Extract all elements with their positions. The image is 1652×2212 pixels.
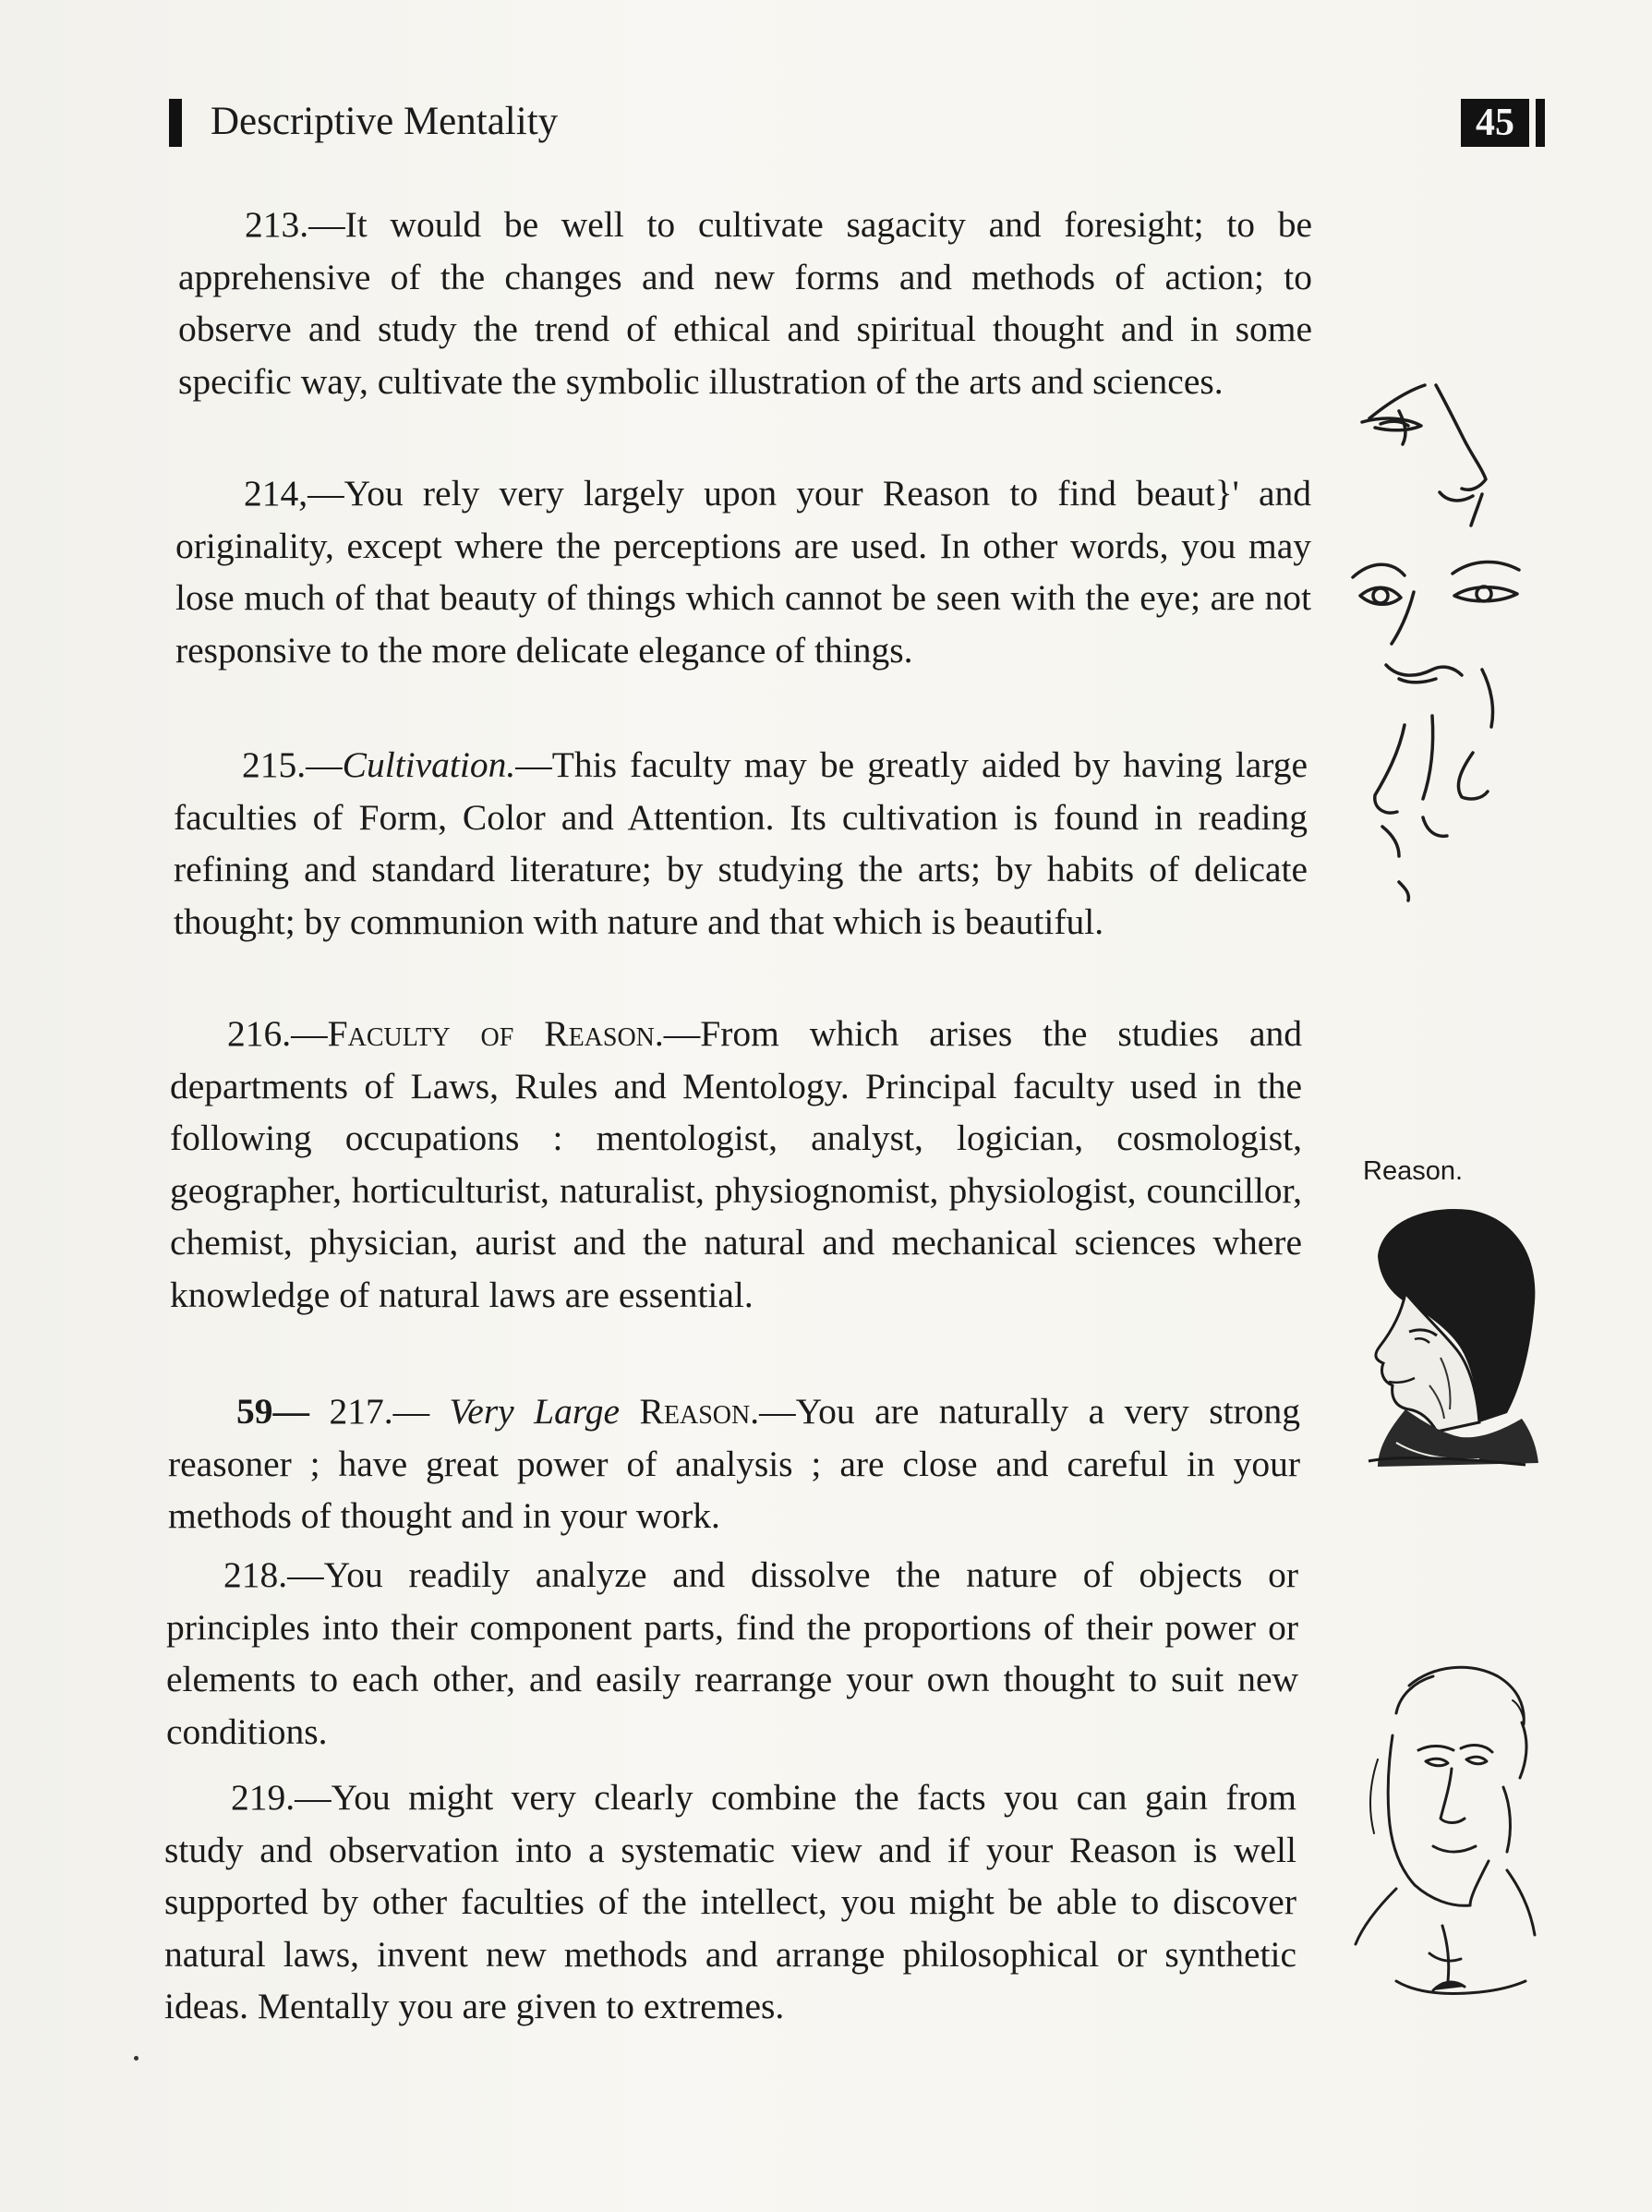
paragraph-219	[164, 1771, 1296, 2033]
paragraph-216	[170, 1008, 1302, 1321]
paragraph-number: 215.—	[242, 744, 343, 785]
paragraph-text: —You are naturally a very strong reasoner ; have great power of analysis ; are close and careful in your methods of thought and in your work.	[168, 1391, 1300, 1536]
paragraph-heading: Faculty of Reason.	[327, 1013, 664, 1054]
paragraph-number: 218.—	[223, 1554, 324, 1595]
figure-reference: 59—	[236, 1391, 330, 1432]
paragraph-text: You readily analyze and dissolve the nature of objects or principles into their component parts, find the proportions of their power or elements to each other, and easily rearrange your own thought to suit new conditions.	[166, 1554, 1298, 1752]
paragraph-heading: Cultivation.	[342, 744, 516, 785]
paragraph-215	[174, 739, 1308, 948]
paragraph-number: 216.—	[227, 1013, 328, 1054]
header-rule-left	[169, 99, 182, 147]
profile-sketch-illustration	[1341, 1649, 1539, 2018]
paragraph-number: 213.—	[245, 204, 345, 245]
paragraph-218	[166, 1549, 1298, 1758]
paragraph-number: 217.—	[329, 1391, 450, 1432]
paragraph-heading: Reason.	[639, 1391, 760, 1432]
paragraph-text: You rely very largely upon your Reason to find beaut}' and originality, except where the perceptions are used. In other words, you may lose much of that beauty of things which cannot be seen with the eye; are not responsive to the more delicate elegance of things.	[175, 473, 1311, 671]
header-rule-right	[1536, 99, 1545, 147]
stray-mark	[134, 2056, 139, 2061]
page-number: 45	[1461, 99, 1529, 147]
paragraph-text: —This faculty may be greatly aided by having large faculties of Form, Color and Attention. Its cultivation is found in reading refining and standard literature; by studying the arts; by habits of delicate thought; by communion with nature and that which is beautiful.	[174, 744, 1308, 942]
running-title: Descriptive Mentality	[211, 100, 559, 143]
paragraph-number: 219.—	[231, 1777, 332, 1818]
paragraph-heading-italic: Very Large	[449, 1391, 640, 1432]
figure-caption-reason: Reason.	[1363, 1156, 1464, 1186]
paragraph-text: You might very clearly combine the facts you can gain from study and observation into a systematic view and if your Reason is well supported by other faculties of the intellect, you might be able to discover natural laws, invent new methods and arrange philosophical or synthetic ideas. Mentally you are given to extremes.	[164, 1777, 1296, 2026]
paragraph-text: It would be well to cultivate sagacity and foresight; to be apprehensive of the changes and new forms and methods of action; to observe and study the trend of ethical and spiritual thought and in some specific way, cultivate the symbolic illustration of the arts and sciences.	[178, 204, 1312, 402]
paragraph-214	[175, 467, 1311, 676]
paragraph-213	[178, 199, 1312, 407]
facial-features-illustration	[1344, 365, 1547, 937]
paragraph-number: 214,—	[244, 473, 344, 514]
reason-portrait-illustration	[1341, 1201, 1546, 1469]
paragraph-217	[168, 1385, 1300, 1542]
paragraph-text: —From which arises the studies and departments of Laws, Rules and Mentology. Principal faculty used in the following occupations : mentologist, analyst, logician, cosmologist, geographer, horticulturist, naturalist, physiognomist, physiologist, councillor, chemist, physician, aurist and the natural and mechanical sciences where knowledge of natural laws are essential.	[170, 1013, 1303, 1315]
